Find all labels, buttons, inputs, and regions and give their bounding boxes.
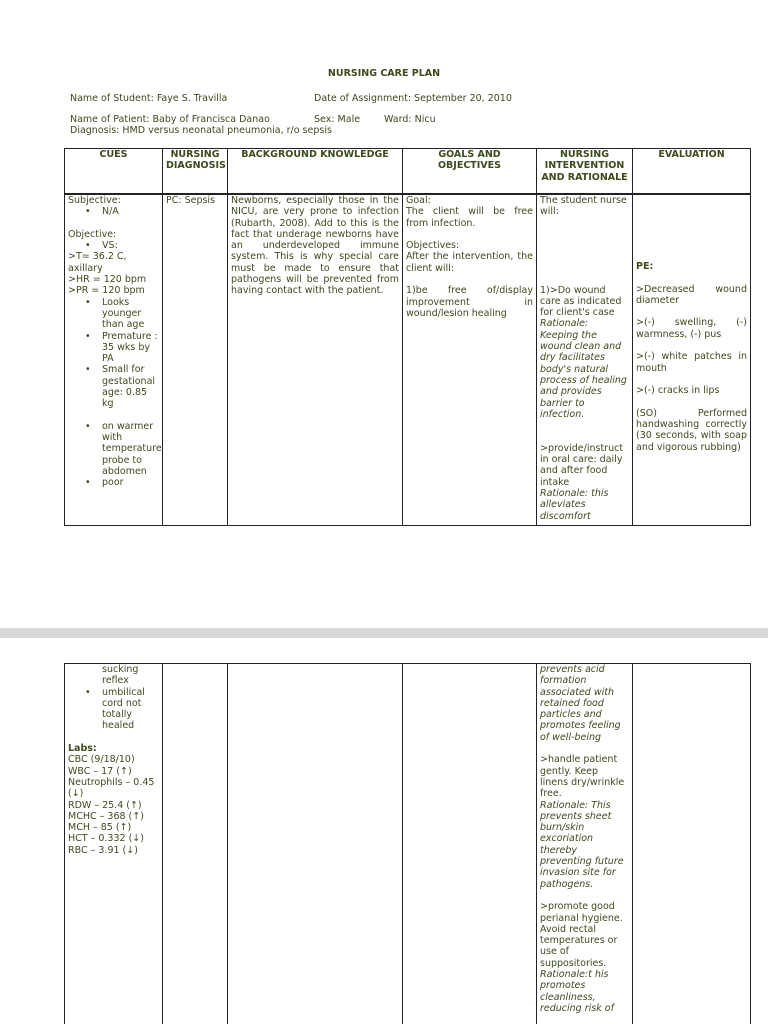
assignment-date: Date of Assignment: September 20, 2010 <box>314 93 512 104</box>
evaluation-2: >(-) swelling, (-) warmness, (-) pus <box>636 317 747 340</box>
objective-list <box>68 296 162 489</box>
patient-ward: Ward: Nicu <box>384 114 436 125</box>
care-plan-table-continued <box>64 663 751 1024</box>
rationale-1: Rationale: Keeping the wound clean and dry facilitates body's natural process of healing and provides barrier to infection. <box>540 318 627 420</box>
list-item: • umbilical cord not totally healed <box>102 687 159 732</box>
intervention-intro: The student nurse will: <box>540 195 627 218</box>
subjective-label: Subjective: <box>68 195 121 206</box>
objectives-intro: After the intervention, the client will: <box>406 251 533 274</box>
nursing-diagnosis: PC: Sepsis <box>166 195 216 206</box>
intervention-3: >handle patient gently. Keep linens dry/wrinkle free. <box>540 754 625 800</box>
evaluation-cell <box>633 194 751 526</box>
cues-list <box>68 687 159 732</box>
objective-label: Objective: <box>68 228 117 240</box>
goal-label: Goal: <box>406 195 431 206</box>
lab-value: MCHC – 368 (↑) <box>68 810 144 822</box>
header-background-knowledge: BACKGROUND KNOWLEDGE <box>228 149 403 195</box>
patient-sex: Sex: Male <box>314 114 361 125</box>
vital-pr: >PR = 120 bpm <box>68 285 145 297</box>
lab-value: HCT – 0.332 (↓) <box>68 833 144 845</box>
evaluation-4: >(-) cracks in lips <box>636 385 720 397</box>
diagnosis-cell <box>163 194 228 526</box>
header-goals-objectives: GOALS AND OBJECTIVES <box>403 149 537 195</box>
goal-text: The client will be free from infection. <box>406 206 533 229</box>
lab-value: RBC – 3.91 (↓) <box>68 844 138 856</box>
student-name: Name of Student: Faye S. Travilla <box>70 93 228 104</box>
table-row <box>65 194 751 526</box>
background-cell <box>228 194 403 526</box>
list-item: • Premature : 35 wks by PA <box>102 331 159 365</box>
care-plan-table <box>64 148 751 526</box>
lab-value: MCH – 85 (↑) <box>68 822 132 834</box>
document-title: NURSING CARE PLAN <box>327 68 441 79</box>
header-intervention-rationale: NURSING INTERVENTION AND RATIONALE <box>537 149 633 195</box>
lab-value: Neutrophils – 0.45 (↓) <box>68 776 155 800</box>
background-cell <box>228 664 403 1024</box>
list-item: • VS: <box>102 240 159 251</box>
list-item: • Small for gestational age: 0.85 kg <box>102 364 159 409</box>
rationale-3: Rationale: This prevents sheet burn/skin excoriation thereby preventing future invasion site for pathogens. <box>540 799 624 890</box>
lab-value: RDW – 25.4 (↑) <box>68 799 142 811</box>
header-nursing-diagnosis: NURSING DIAGNOSIS <box>163 149 228 195</box>
intervention-1: 1)>Do wound care as indicated for client's case <box>540 284 622 319</box>
evaluation-1: >Decreased wound diameter <box>636 283 747 306</box>
vital-hr: >HR = 120 bpm <box>68 274 147 286</box>
list-item: • poor <box>102 477 159 488</box>
table-row <box>65 664 751 1024</box>
intervention-cell <box>537 664 633 1024</box>
evaluation-3: >(-) white patches in mouth <box>636 351 747 374</box>
vital-temp: >T= 36.2 C, axillary <box>68 251 127 274</box>
rationale-4: Rationale:t his promotes cleanliness, reducing risk of <box>540 969 614 1014</box>
objective-1: 1)be free of/display improvement in wound/lesion healing <box>406 285 533 319</box>
goals-cell <box>403 664 537 1024</box>
labs-label: Labs: <box>68 743 97 755</box>
subjective-list <box>68 206 159 217</box>
list-item: • on warmer with temperature probe to abdomen <box>102 421 159 477</box>
patient-name: Name of Patient: Baby of Francisca Danao <box>70 114 270 125</box>
intervention-cell <box>537 194 633 526</box>
list-item: • N/A <box>102 206 159 217</box>
cues-cell <box>65 664 163 1024</box>
lab-value: CBC (9/18/10) <box>68 754 135 766</box>
evaluation-cell <box>633 664 751 1024</box>
table-header-row <box>65 149 751 195</box>
document-page-2 <box>0 638 768 1024</box>
evaluation-5: (SO) Performed handwashing correctly (30 seconds, with soap and vigorous rubbing) <box>636 407 747 453</box>
rationale-2-continued: prevents acid formation associated with retained food particles and promotes feeling of well-being <box>540 664 621 743</box>
background-text: Newborns, especially those in the NICU, are very prone to infection (Rubarth, 2008). Add to this is the fact that underage newborns have an underdeveloped immune system. This is why special care must be made to ensure that pathogens will be prevented from having contact with the patient. <box>231 195 399 297</box>
patient-diagnosis: Diagnosis: HMD versus neonatal pneumonia, r/o sepsis <box>70 125 332 136</box>
objectives-label: Objectives: <box>406 240 460 252</box>
list-item: • Looks younger than age <box>102 297 159 331</box>
header-evaluation: EVALUATION <box>633 149 751 195</box>
cues-cell <box>65 194 163 526</box>
diagnosis-cell <box>163 664 228 1024</box>
intervention-2: >provide/instruct in oral care: daily and after food intake <box>540 442 624 488</box>
cue-continued: sucking reflex <box>102 664 139 687</box>
vs-list <box>68 240 159 251</box>
rationale-2: Rationale: this alleviates discomfort <box>540 487 609 522</box>
pe-label: PE: <box>636 261 654 272</box>
goals-cell <box>403 194 537 526</box>
lab-value: WBC – 17 (↑) <box>68 765 132 777</box>
header-cues: CUES <box>65 149 163 195</box>
intervention-4: >promote good perianal hygiene. Avoid rectal temperatures or use of suppositories. <box>540 901 623 969</box>
